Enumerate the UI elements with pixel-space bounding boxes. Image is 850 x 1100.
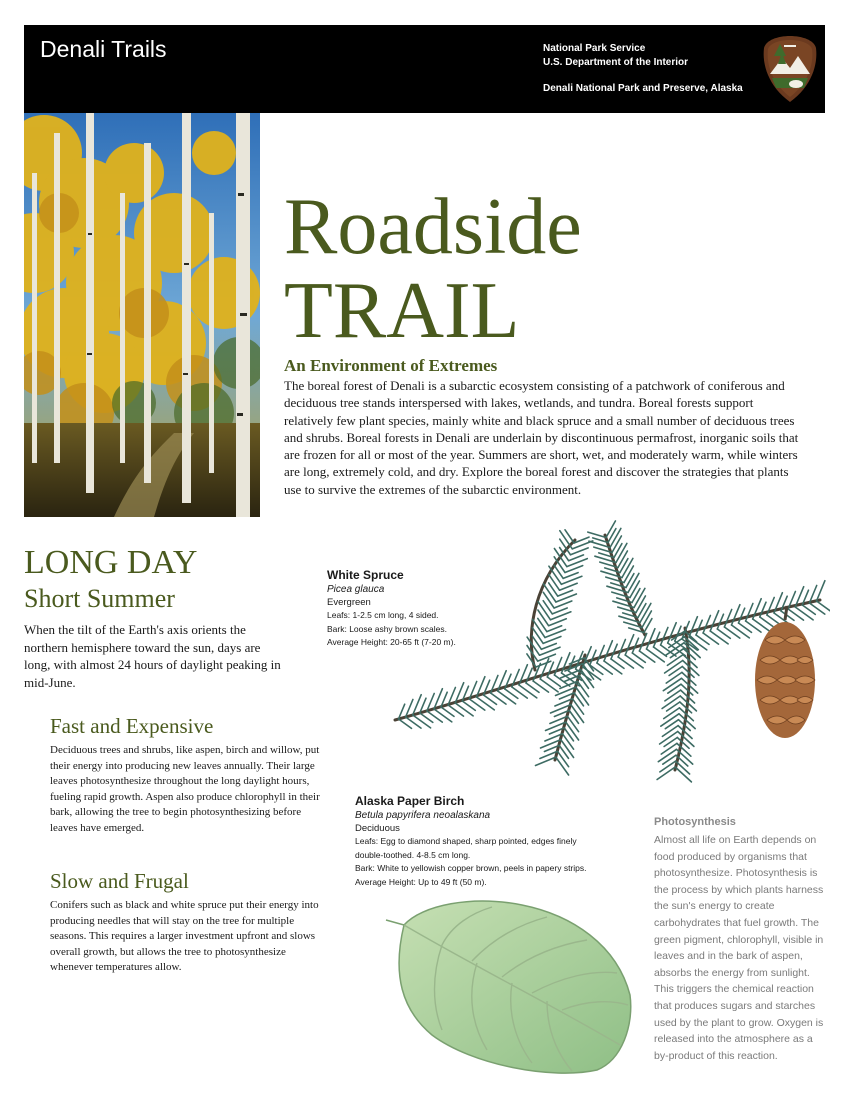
spruce-needle: [498, 691, 516, 704]
agency-name: [543, 42, 688, 70]
white-spruce-leafs: Leafs: 1-2.5 cm long, 4 sided.: [327, 610, 439, 620]
photosynthesis-heading: Photosynthesis: [654, 816, 736, 828]
birch-leafs: Leafs: Egg to diamond shaped, sharp pointed, edges finely double-toothed. 4-8.5 cm long.: [355, 836, 577, 860]
short-summer-subheading: Short Summer: [24, 584, 175, 613]
spruce-needle: [661, 628, 668, 646]
spruce-needle: [561, 740, 574, 758]
fast-body: Deciduous trees and shrubs, like aspen, birch and willow, put their energy into producing new leaves annually. Their large leaves photosynthesize throughout the long daylight hours, fueling rapid growth. Aspen also produce chlorophyll in their bark, allowing the tree to begin photosynthesizing before leaves have emerged.: [50, 744, 320, 834]
spruce-needle: [732, 625, 750, 638]
spruce-needle: [547, 626, 562, 632]
spruce-needle: [703, 616, 710, 634]
spruce-needle: [547, 662, 553, 677]
spruce-needle: [560, 531, 573, 549]
nps-arrowhead-icon: [762, 34, 818, 104]
spruce-needle: [710, 631, 728, 644]
spruce-needle: [640, 603, 651, 622]
spruce-needle: [611, 583, 626, 588]
spruce-needle: [434, 709, 452, 722]
spruce-needle: [817, 581, 825, 601]
spruce-needle: [753, 619, 771, 632]
spruce-needle: [538, 610, 549, 626]
spruce-needle: [628, 573, 639, 592]
spruce-needle: [618, 640, 625, 658]
photosynthesis-body: Almost all life on Earth depends on food produced by organisms that photosynthesize. Photosynthesis is the process by which plants harness the sun's energy to create carbohydrates that fuel growth. The green pigment, chlorophyll, visible in leaves and in the bark of aspen, absorbs the energy from sunlight. This triggers the chemical reaction that produces sugars and starches used by the plant to grow. Oxygen is released into the atmosphere as a by-product of this reaction.: [654, 834, 824, 1062]
spruce-needle: [625, 655, 643, 668]
spruce-needle: [665, 690, 681, 701]
white-spruce-name: White Spruce: [327, 568, 404, 582]
spruce-needle: [639, 634, 646, 652]
birch-leaf-illustration: [382, 895, 637, 1075]
series-title: Denali Trails: [40, 36, 167, 62]
spruce-needle: [660, 732, 678, 745]
spruce-needle: [543, 592, 554, 608]
spruce-needle: [663, 678, 681, 690]
header-bar: [24, 25, 825, 113]
spruce-needle: [636, 596, 645, 613]
spruce-needle: [569, 555, 584, 561]
environment-heading: An Environment of Extremes: [284, 356, 498, 375]
spruce-needle: [760, 602, 766, 617]
white-spruce-type: Evergreen: [327, 597, 371, 608]
spruce-needle: [477, 697, 495, 710]
spruce-needle: [676, 761, 690, 774]
spruce-needle: [658, 749, 676, 761]
birch-bark: Bark: White to yellowish copper brown, peels in papery strips.: [355, 863, 587, 873]
spruce-needle: [541, 644, 556, 650]
aspen-forest-photo: [24, 113, 260, 517]
spruce-needle: [606, 521, 615, 538]
spruce-needle: [664, 708, 680, 719]
spruce-needle: [576, 687, 589, 705]
spruce-needle: [544, 584, 556, 602]
spruce-needle: [612, 536, 621, 553]
spruce-needle: [662, 726, 678, 737]
white-spruce-latin: Picea glauca: [327, 584, 385, 595]
birch-latin: Betula papyrifera neoalaskana: [355, 810, 491, 821]
spruce-needle: [642, 611, 651, 628]
spruce-needle: [578, 681, 589, 696]
spruce-needle: [617, 598, 632, 603]
white-spruce-height: Average Height: 20-65 ft (7-20 m).: [327, 637, 456, 647]
spruce-needle: [795, 607, 813, 620]
spruce-needle: [739, 608, 745, 623]
spruce-needle: [581, 670, 594, 688]
spruce-needle: [455, 703, 473, 716]
slow-heading: Slow and Frugal: [50, 869, 189, 893]
spruce-needle: [566, 722, 579, 740]
spruce-needle: [657, 767, 675, 780]
title-line-1: Roadside: [284, 183, 582, 271]
spruce-needle: [558, 590, 573, 596]
spruce-needle: [573, 699, 584, 714]
spruce-needle: [666, 672, 682, 683]
spruce-needle: [746, 604, 753, 622]
environment-body: The boreal forest of Denali is a subarctic ecosystem consisting of a patchwork of coniferous and deciduous tree stands interspersed with lakes, wetlands, and tundra. Boreal forests support relatively few plant species, mainly white and black spruce and a small number of deciduous trees and shrubs. Boreal forests in Denali are underlain by discontinuous permafrost, inorganic soils that are frozen for all or most of the year. Summers are short, wet, and moderately warm, while winters are long, extremely cold, and dry. Explore the boreal forest and discover the strategies that plants use to survive the extremes of the subarctic environment.: [284, 378, 799, 497]
spruce-needle: [597, 646, 604, 664]
spruce-needle: [661, 714, 679, 726]
spruce-needle: [554, 658, 561, 676]
spruce-needle: [558, 751, 569, 766]
spruce-needle: [588, 532, 606, 537]
spruce-needle: [540, 679, 558, 692]
spruce-needle: [552, 608, 567, 614]
title-line-2: TRAIL: [284, 267, 520, 355]
spruce-needle: [622, 558, 633, 577]
agency-line-1: National Park Service: [543, 43, 646, 54]
birch-name: Alaska Paper Birch: [355, 794, 465, 808]
spruce-needle: [556, 757, 569, 775]
spruce-needle: [618, 551, 627, 568]
spruce-needle: [610, 528, 621, 547]
birch-type: Deciduous: [355, 823, 400, 834]
spruce-needle: [604, 661, 622, 674]
spruce-needle: [660, 761, 676, 772]
long-day-heading: LONG DAY: [24, 544, 198, 581]
spruce-needle: [563, 573, 578, 579]
park-name: Denali National Park and Preserve, Alaska: [543, 83, 743, 94]
slow-body: Conifers such as black and white spruce put their energy into producing needles that will stay on the tree for multiple seasons. This requires a larger investment upfront and slows overall growth, but allows the tree to photosynthesize whenever temperatures allow.: [50, 899, 319, 974]
spruce-needle: [817, 601, 831, 614]
spruce-needle: [536, 757, 556, 765]
spruce-needle: [665, 661, 683, 674]
spruce-needle: [624, 566, 633, 583]
spruce-needle: [563, 734, 574, 749]
fast-heading: Fast and Expensive: [50, 714, 214, 738]
long-day-body: When the tilt of the Earth's axis orients the northern hemisphere toward the sun, days are long, with almost 24 hours of daylight peaking in mid-June.: [24, 622, 281, 690]
spruce-needle: [413, 715, 431, 728]
spruce-needle: [536, 661, 551, 667]
spruce-needle: [630, 581, 639, 598]
spruce-needle: [662, 696, 680, 709]
spruce-needle: [661, 743, 677, 754]
spruce-needle: [532, 628, 543, 644]
birch-info: [355, 794, 595, 889]
birch-height: Average Height: Up to 49 ft (50 m).: [355, 876, 487, 887]
spruce-needle: [568, 716, 579, 731]
spruce-needle: [634, 588, 645, 607]
white-spruce-bark: Bark: Loose ashy brown scales.: [327, 623, 448, 634]
spruce-needle: [724, 610, 731, 628]
spruce-needle: [616, 543, 627, 562]
spruce-needle: [647, 649, 665, 662]
spruce-needle: [538, 602, 551, 620]
spruce-needle: [549, 566, 562, 584]
spruce-needle: [519, 685, 537, 698]
white-spruce-info: [327, 568, 487, 650]
spruce-branch-illustration: [385, 520, 830, 795]
spruce-needle: [533, 619, 545, 637]
spruce-needle: [549, 575, 560, 591]
agency-line-2: U.S. Department of the Interior: [543, 57, 689, 68]
spruce-needle: [571, 705, 584, 723]
